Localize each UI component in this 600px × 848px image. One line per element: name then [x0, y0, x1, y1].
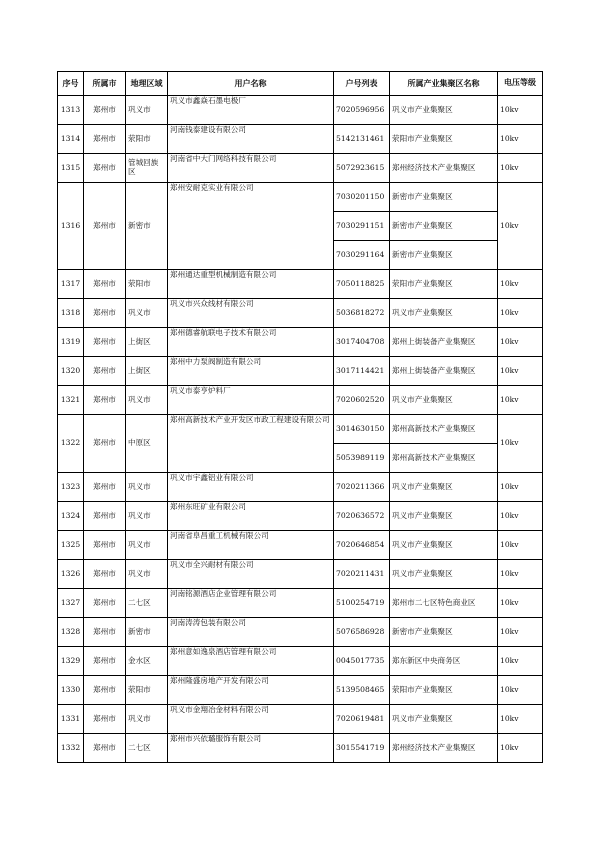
table-row — [58, 270, 543, 299]
table-row — [58, 328, 543, 357]
industry-zone-cell: 巩义市产业集聚区 — [390, 299, 498, 328]
row-number: 1326 — [58, 560, 84, 589]
row-number: 1321 — [58, 386, 84, 415]
industry-zone-cell: 巩义市产业集聚区 — [390, 502, 498, 531]
row-number: 1318 — [58, 299, 84, 328]
voltage-cell: 10kv — [498, 618, 543, 647]
table-row — [58, 618, 543, 647]
row-number: 1315 — [58, 154, 84, 183]
company-name-cell: 巩义市泰亨炉料厂 — [168, 386, 334, 415]
district-cell: 中原区 — [126, 415, 168, 473]
table-row — [58, 299, 543, 328]
district-cell: 新密市 — [126, 183, 168, 270]
row-number: 1319 — [58, 328, 84, 357]
company-name-cell: 郑州高新技术产业开发区市政工程建设有限公司 — [168, 415, 334, 473]
row-number: 1322 — [58, 415, 84, 473]
voltage-cell: 10kv — [498, 734, 543, 763]
table-row — [58, 560, 543, 589]
city-cell: 郑州市 — [84, 705, 126, 734]
voltage-cell: 10kv — [498, 676, 543, 705]
city-cell: 郑州市 — [84, 647, 126, 676]
table-row — [58, 183, 543, 212]
city-cell: 郑州市 — [84, 386, 126, 415]
district-cell: 二七区 — [126, 734, 168, 763]
city-cell: 郑州市 — [84, 560, 126, 589]
district-cell: 巩义市 — [126, 502, 168, 531]
city-cell: 郑州市 — [84, 415, 126, 473]
row-number: 1316 — [58, 183, 84, 270]
table-body — [58, 96, 543, 763]
city-cell: 郑州市 — [84, 473, 126, 502]
industry-zone-cell: 荥阳市产业集聚区 — [390, 270, 498, 299]
header-cell: 序号 — [58, 72, 84, 96]
company-name-cell: 郑州安耐克实业有限公司 — [168, 183, 334, 270]
city-cell: 郑州市 — [84, 270, 126, 299]
voltage-cell: 10kv — [498, 473, 543, 502]
city-cell: 郑州市 — [84, 183, 126, 270]
row-number: 1329 — [58, 647, 84, 676]
row-number: 1328 — [58, 618, 84, 647]
city-cell: 郑州市 — [84, 589, 126, 618]
voltage-cell: 10kv — [498, 386, 543, 415]
account-number-cell: 7050118825 — [334, 270, 390, 299]
company-name-cell: 巩义市鑫焱石墨电极厂 — [168, 96, 334, 125]
document-page — [57, 71, 542, 763]
table-row — [58, 647, 543, 676]
account-number-cell: 7020646854 — [334, 531, 390, 560]
header-cell: 户号列表 — [334, 72, 390, 96]
voltage-cell: 10kv — [498, 270, 543, 299]
city-cell: 郑州市 — [84, 125, 126, 154]
row-number: 1332 — [58, 734, 84, 763]
row-number: 1324 — [58, 502, 84, 531]
row-number: 1313 — [58, 96, 84, 125]
row-number: 1325 — [58, 531, 84, 560]
industry-zone-cell: 郑州高新技术产业集聚区 — [390, 415, 498, 444]
company-name-cell: 巩义市金翔冶金材料有限公司 — [168, 705, 334, 734]
city-cell: 郑州市 — [84, 531, 126, 560]
district-cell: 荥阳市 — [126, 676, 168, 705]
company-name-cell: 巩义市全兴耐材有限公司 — [168, 560, 334, 589]
industry-zone-cell: 荥阳市产业集聚区 — [390, 676, 498, 705]
header-cell: 用户名称 — [168, 72, 334, 96]
company-name-cell: 郑州德睿航联电子技术有限公司 — [168, 328, 334, 357]
voltage-cell: 10kv — [498, 357, 543, 386]
voltage-cell: 10kv — [498, 560, 543, 589]
table-row — [58, 357, 543, 386]
table-row — [58, 96, 543, 125]
industry-zone-cell: 郑州上街装备产业集聚区 — [390, 328, 498, 357]
account-number-cell: 7020602520 — [334, 386, 390, 415]
row-number: 1320 — [58, 357, 84, 386]
voltage-cell: 10kv — [498, 531, 543, 560]
account-number-cell: 3014630150 — [334, 415, 390, 444]
company-name-cell: 郑州通达重型机械制造有限公司 — [168, 270, 334, 299]
district-cell: 巩义市 — [126, 96, 168, 125]
company-name-cell: 郑州东旺矿业有限公司 — [168, 502, 334, 531]
city-cell: 郑州市 — [84, 502, 126, 531]
table-row — [58, 125, 543, 154]
account-number-cell: 5100254719 — [334, 589, 390, 618]
district-cell: 巩义市 — [126, 705, 168, 734]
industry-zone-cell: 荥阳市产业集聚区 — [390, 125, 498, 154]
industry-zone-cell: 新密市产业集聚区 — [390, 212, 498, 241]
table-row — [58, 502, 543, 531]
table-row — [58, 386, 543, 415]
company-name-cell: 河南涛涛包装有限公司 — [168, 618, 334, 647]
account-number-cell: 7020596956 — [334, 96, 390, 125]
company-name-cell: 河南铭源酒店企业管理有限公司 — [168, 589, 334, 618]
table-row — [58, 415, 543, 444]
company-name-cell: 巩义市宇鑫铝业有限公司 — [168, 473, 334, 502]
industry-zone-cell: 郑州经济技术产业集聚区 — [390, 734, 498, 763]
account-number-cell: 5053989119 — [334, 444, 390, 473]
district-cell: 荥阳市 — [126, 125, 168, 154]
district-cell: 管城回族区 — [126, 154, 168, 183]
industry-zone-cell: 巩义市产业集聚区 — [390, 473, 498, 502]
industry-zone-cell: 郑东新区中央商务区 — [390, 647, 498, 676]
account-number-cell: 7020636572 — [334, 502, 390, 531]
industry-zone-cell: 巩义市产业集聚区 — [390, 531, 498, 560]
account-number-cell: 7030291151 — [334, 212, 390, 241]
account-number-cell: 7020211366 — [334, 473, 390, 502]
account-number-cell: 5076586928 — [334, 618, 390, 647]
company-name-cell: 河南省中大门网络科技有限公司 — [168, 154, 334, 183]
district-cell: 巩义市 — [126, 531, 168, 560]
table-row — [58, 589, 543, 618]
industry-zone-cell: 巩义市产业集聚区 — [390, 705, 498, 734]
voltage-cell: 10kv — [498, 647, 543, 676]
table-row — [58, 676, 543, 705]
voltage-cell: 10kv — [498, 154, 543, 183]
industry-zone-cell: 新密市产业集聚区 — [390, 183, 498, 212]
district-cell: 巩义市 — [126, 299, 168, 328]
account-number-cell: 5036818272 — [334, 299, 390, 328]
header-cell: 电压等级 — [498, 72, 543, 96]
industry-zone-cell: 新密市产业集聚区 — [390, 241, 498, 270]
header-row — [58, 72, 543, 96]
enterprise-table — [57, 71, 543, 763]
account-number-cell: 7020211431 — [334, 560, 390, 589]
account-number-cell: 5072923615 — [334, 154, 390, 183]
account-number-cell: 3017404708 — [334, 328, 390, 357]
account-number-cell: 5139508465 — [334, 676, 390, 705]
voltage-cell: 10kv — [498, 125, 543, 154]
industry-zone-cell: 巩义市产业集聚区 — [390, 386, 498, 415]
account-number-cell: 5142131461 — [334, 125, 390, 154]
industry-zone-cell: 巩义市产业集聚区 — [390, 560, 498, 589]
company-name-cell: 郑州中力泵阀制造有限公司 — [168, 357, 334, 386]
table-row — [58, 473, 543, 502]
district-cell: 巩义市 — [126, 386, 168, 415]
city-cell: 郑州市 — [84, 357, 126, 386]
city-cell: 郑州市 — [84, 328, 126, 357]
account-number-cell: 0045017735 — [334, 647, 390, 676]
industry-zone-cell: 新密市产业集聚区 — [390, 618, 498, 647]
district-cell: 新密市 — [126, 618, 168, 647]
industry-zone-cell: 郑州市二七区特色商业区 — [390, 589, 498, 618]
header-cell: 地理区域 — [126, 72, 168, 96]
table-row — [58, 154, 543, 183]
row-number: 1327 — [58, 589, 84, 618]
industry-zone-cell: 郑州高新技术产业集聚区 — [390, 444, 498, 473]
district-cell: 二七区 — [126, 589, 168, 618]
voltage-cell: 10kv — [498, 705, 543, 734]
company-name-cell: 郑州意如逸泉酒店管理有限公司 — [168, 647, 334, 676]
district-cell: 上街区 — [126, 328, 168, 357]
district-cell: 荥阳市 — [126, 270, 168, 299]
city-cell: 郑州市 — [84, 676, 126, 705]
city-cell: 郑州市 — [84, 299, 126, 328]
row-number: 1314 — [58, 125, 84, 154]
company-name-cell: 郑州市兴依璐服饰有限公司 — [168, 734, 334, 763]
company-name-cell: 郑州隆盛房地产开发有限公司 — [168, 676, 334, 705]
industry-zone-cell: 巩义市产业集聚区 — [390, 96, 498, 125]
row-number: 1330 — [58, 676, 84, 705]
voltage-cell: 10kv — [498, 328, 543, 357]
account-number-cell: 3017114421 — [334, 357, 390, 386]
city-cell: 郑州市 — [84, 618, 126, 647]
account-number-cell: 7020619481 — [334, 705, 390, 734]
city-cell: 郑州市 — [84, 96, 126, 125]
voltage-cell: 10kv — [498, 96, 543, 125]
table-row — [58, 705, 543, 734]
account-number-cell: 7030201150 — [334, 183, 390, 212]
company-name-cell: 河南钱泰建设有限公司 — [168, 125, 334, 154]
city-cell: 郑州市 — [84, 154, 126, 183]
district-cell: 巩义市 — [126, 473, 168, 502]
table-row — [58, 531, 543, 560]
row-number: 1331 — [58, 705, 84, 734]
voltage-cell: 10kv — [498, 502, 543, 531]
city-cell: 郑州市 — [84, 734, 126, 763]
voltage-cell: 10kv — [498, 415, 543, 473]
row-number: 1317 — [58, 270, 84, 299]
header-cell: 所属市 — [84, 72, 126, 96]
header-cell: 所属产业集聚区名称 — [390, 72, 498, 96]
district-cell: 巩义市 — [126, 560, 168, 589]
account-number-cell: 7030291164 — [334, 241, 390, 270]
district-cell: 金水区 — [126, 647, 168, 676]
industry-zone-cell: 郑州上街装备产业集聚区 — [390, 357, 498, 386]
company-name-cell: 河南省阜昌重工机械有限公司 — [168, 531, 334, 560]
voltage-cell: 10kv — [498, 183, 543, 270]
table-row — [58, 734, 543, 763]
voltage-cell: 10kv — [498, 589, 543, 618]
account-number-cell: 3015541719 — [334, 734, 390, 763]
row-number: 1323 — [58, 473, 84, 502]
industry-zone-cell: 郑州经济技术产业集聚区 — [390, 154, 498, 183]
voltage-cell: 10kv — [498, 299, 543, 328]
company-name-cell: 巩义市兴众线材有限公司 — [168, 299, 334, 328]
district-cell: 上街区 — [126, 357, 168, 386]
